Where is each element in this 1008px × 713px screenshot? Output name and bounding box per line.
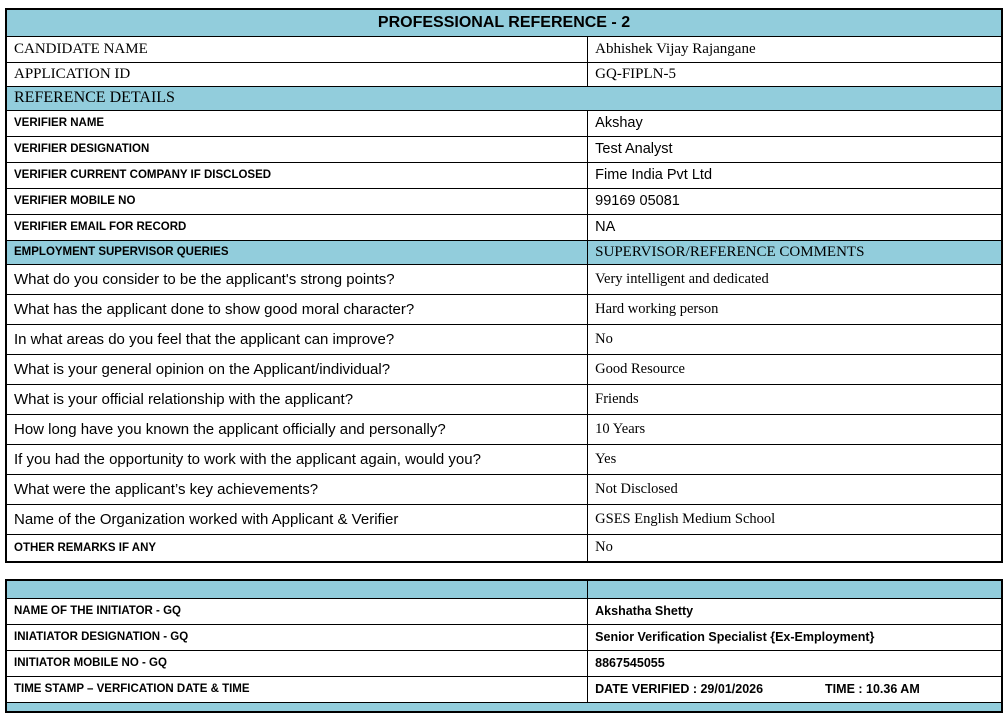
- question-text: What is your official relationship with the applicant?: [6, 384, 588, 414]
- title-row: [6, 9, 1002, 36]
- spacer-band-left: [6, 580, 588, 598]
- candidate-name-value: Abhishek Vijay Rajangane: [588, 36, 1002, 62]
- answer-text: Friends: [588, 384, 1002, 414]
- other-remarks-value: No: [588, 534, 1002, 562]
- initiator-row: [6, 650, 1002, 676]
- initiator-mobile-value: 8867545055: [588, 650, 1002, 676]
- verifier-company-value: Fime India Pvt Ltd: [588, 162, 1002, 188]
- verifier-company-label: VERIFIER CURRENT COMPANY IF DISCLOSED: [6, 162, 588, 188]
- answer-text: No: [588, 324, 1002, 354]
- query-row: [6, 384, 1002, 414]
- table-row: [6, 188, 1002, 214]
- page-title: PROFESSIONAL REFERENCE - 2: [6, 9, 1002, 36]
- table-row: [6, 136, 1002, 162]
- table-gap: [5, 563, 1003, 579]
- bottom-band: [6, 702, 1002, 712]
- spacer-band-row: [6, 580, 1002, 598]
- question-text: Name of the Organization worked with Applicant & Verifier: [6, 504, 588, 534]
- question-text: What is your general opinion on the Applicant/individual?: [6, 354, 588, 384]
- timestamp-row: [6, 676, 1002, 702]
- query-row: [6, 414, 1002, 444]
- initiator-designation-label: INIATIATOR DESIGNATION - GQ: [6, 624, 588, 650]
- verifier-email-value: NA: [588, 214, 1002, 240]
- candidate-name-label: CANDIDATE NAME: [6, 36, 588, 62]
- table-row: [6, 162, 1002, 188]
- question-text: What do you consider to be the applicant's strong points?: [6, 264, 588, 294]
- query-row: [6, 264, 1002, 294]
- other-remarks-label: OTHER REMARKS IF ANY: [6, 534, 588, 562]
- initiator-designation-value: Senior Verification Specialist {Ex-Employment}: [588, 624, 1002, 650]
- question-text: If you had the opportunity to work with the applicant again, would you?: [6, 444, 588, 474]
- question-text: How long have you known the applicant officially and personally?: [6, 414, 588, 444]
- initiator-name-label: NAME OF THE INITIATOR - GQ: [6, 598, 588, 624]
- verifier-email-label: VERIFIER EMAIL FOR RECORD: [6, 214, 588, 240]
- question-text: What were the applicant’s key achievements?: [6, 474, 588, 504]
- application-id-row: [6, 62, 1002, 86]
- initiator-mobile-label: INITIATOR MOBILE NO - GQ: [6, 650, 588, 676]
- answer-text: Hard working person: [588, 294, 1002, 324]
- initiator-table: [5, 579, 1003, 713]
- answer-text: Not Disclosed: [588, 474, 1002, 504]
- answer-text: Very intelligent and dedicated: [588, 264, 1002, 294]
- query-row: [6, 444, 1002, 474]
- queries-header-right: SUPERVISOR/REFERENCE COMMENTS: [588, 240, 1002, 264]
- reference-table: [5, 8, 1003, 563]
- timestamp-label: TIME STAMP – VERFICATION DATE & TIME: [6, 676, 588, 702]
- verifier-name-value: Akshay: [588, 110, 1002, 136]
- query-row: [6, 324, 1002, 354]
- queries-header-left: EMPLOYMENT SUPERVISOR QUERIES: [6, 240, 588, 264]
- verified-time-text: TIME : 10.36 AM: [825, 682, 920, 696]
- answer-text: Good Resource: [588, 354, 1002, 384]
- initiator-row: [6, 624, 1002, 650]
- table-row: [6, 110, 1002, 136]
- verifier-designation-label: VERIFIER DESIGNATION: [6, 136, 588, 162]
- answer-text: 10 Years: [588, 414, 1002, 444]
- initiator-name-value: Akshatha Shetty: [588, 598, 1002, 624]
- spacer-band-right: [588, 580, 1002, 598]
- reference-details-header-row: [6, 86, 1002, 110]
- table-row: [6, 214, 1002, 240]
- query-row: [6, 474, 1002, 504]
- verifier-name-label: VERIFIER NAME: [6, 110, 588, 136]
- application-id-value: GQ-FIPLN-5: [588, 62, 1002, 86]
- query-row: [6, 294, 1002, 324]
- other-remarks-row: [6, 534, 1002, 562]
- query-row: [6, 504, 1002, 534]
- question-text: What has the applicant done to show good moral character?: [6, 294, 588, 324]
- verified-date-text: DATE VERIFIED : 29/01/2026: [595, 682, 764, 696]
- question-text: In what areas do you feel that the applicant can improve?: [6, 324, 588, 354]
- application-id-label: APPLICATION ID: [6, 62, 588, 86]
- timestamp-value-cell: [588, 676, 1002, 702]
- verifier-mobile-value: 99169 05081: [588, 188, 1002, 214]
- queries-header-row: [6, 240, 1002, 264]
- answer-text: Yes: [588, 444, 1002, 474]
- answer-text: GSES English Medium School: [588, 504, 1002, 534]
- query-row: [6, 354, 1002, 384]
- bottom-band-row: [6, 702, 1002, 712]
- verifier-mobile-label: VERIFIER MOBILE NO: [6, 188, 588, 214]
- verifier-designation-value: Test Analyst: [588, 136, 1002, 162]
- reference-details-header: REFERENCE DETAILS: [6, 86, 1002, 110]
- candidate-name-row: [6, 36, 1002, 62]
- initiator-row: [6, 598, 1002, 624]
